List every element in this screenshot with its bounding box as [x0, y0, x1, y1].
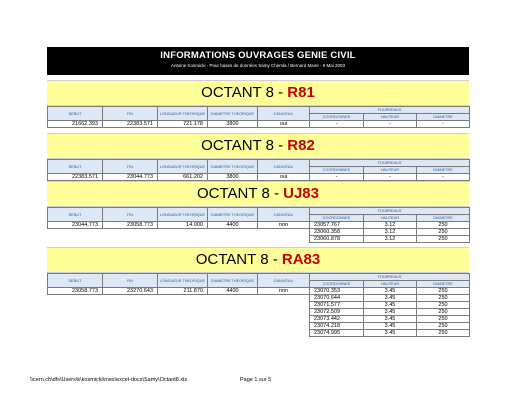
- cell-coordonnee: 23073.442: [310, 316, 364, 323]
- empty-cell: [208, 295, 258, 302]
- col-header-longueur: LONGUEUR THEORIQUE: [158, 160, 208, 174]
- footer-path: \\cern.ch\dfs\Users\k\kosmicki\mes\excel-docs\Samy\Octant8.xls: [30, 377, 188, 383]
- cell-fin: 23270.643: [103, 288, 158, 295]
- section-prefix: OCTANT 8 -: [201, 137, 288, 154]
- cell-caniveau: non: [258, 222, 310, 229]
- document-subtitle: Antoine Kosmicki - Pour bases de données Samy Chemla / Bernard Maire - 9 Mai 2003: [170, 63, 346, 68]
- empty-cell: [158, 323, 208, 330]
- empty-cell: [48, 323, 103, 330]
- cell-diametre-theorique: 3800: [208, 174, 258, 181]
- col-header-diametre: DIAMETRE: [417, 114, 470, 121]
- col-header-fin: FIN: [103, 274, 158, 288]
- section-prefix: OCTANT 8 -: [195, 251, 282, 268]
- col-header-diametre: DIAMETRE: [417, 281, 470, 288]
- section-code: RA83: [281, 251, 321, 268]
- cell-debut: 21662.393: [48, 121, 103, 128]
- section-prefix: OCTANT 8 -: [201, 84, 288, 101]
- cell-diametre: 250: [417, 229, 470, 236]
- table-row: [48, 222, 470, 229]
- empty-cell: [158, 236, 208, 243]
- section-banner: [47, 80, 469, 106]
- cell-coordonnee: 23070.644: [310, 295, 364, 302]
- col-header-fin: FIN: [103, 160, 158, 174]
- table-row: [48, 323, 470, 330]
- cell-diametre-theorique: 4400: [208, 222, 258, 229]
- col-header-hauteur: HAUTEUR: [364, 281, 417, 288]
- cell-coordonnee: 23057.767: [310, 222, 364, 229]
- table-row: [48, 174, 470, 181]
- section-table: [47, 159, 470, 181]
- cell-caniveau: oui: [258, 174, 310, 181]
- empty-cell: [258, 236, 310, 243]
- cell-diametre: 250: [417, 222, 470, 229]
- empty-cell: [258, 309, 310, 316]
- cell-hauteur: 3.12: [364, 222, 417, 229]
- cell-diametre: 250: [417, 330, 470, 337]
- table-row: [48, 316, 470, 323]
- section-r81: [47, 80, 469, 128]
- cell-hauteur: 3.45: [364, 316, 417, 323]
- cell-diametre-theorique: 4400: [208, 288, 258, 295]
- table-row: [48, 330, 470, 337]
- cell-diametre: -: [417, 121, 470, 128]
- cell-hauteur: -: [364, 174, 417, 181]
- cell-hauteur: 3.12: [364, 229, 417, 236]
- document-title: INFORMATIONS OUVRAGES GENIE CIVIL: [160, 50, 356, 61]
- cell-coordonnee: 23060.878: [310, 236, 364, 243]
- cell-coordonnee: 23070.353: [310, 288, 364, 295]
- empty-cell: [103, 229, 158, 236]
- empty-cell: [258, 229, 310, 236]
- empty-cell: [48, 236, 103, 243]
- col-header-coordonnee: COORDONNEE: [310, 215, 364, 222]
- cell-caniveau: non: [258, 288, 310, 295]
- section-r82: [47, 133, 469, 181]
- empty-cell: [258, 330, 310, 337]
- col-header-coordonnee: COORDONNEE: [310, 167, 364, 174]
- cell-debut: 23044.773: [48, 222, 103, 229]
- empty-cell: [158, 330, 208, 337]
- col-header-diametre: DIAMETRE: [417, 215, 470, 222]
- cell-fin: 23058.773: [103, 222, 158, 229]
- empty-cell: [258, 295, 310, 302]
- col-header-fourreaux: FOURREAUX: [310, 274, 470, 281]
- cell-hauteur: 3.45: [364, 330, 417, 337]
- cell-diametre: 250: [417, 323, 470, 330]
- cell-diametre-theorique: 3800: [208, 121, 258, 128]
- col-header-coordonnee: COORDONNEE: [310, 114, 364, 121]
- col-header-longueur: LONGUEUR THEORIQUE: [158, 208, 208, 222]
- empty-cell: [158, 302, 208, 309]
- cell-coordonnee: 23074.218: [310, 323, 364, 330]
- empty-cell: [158, 316, 208, 323]
- table-row: [48, 295, 470, 302]
- empty-cell: [103, 309, 158, 316]
- cell-diametre: -: [417, 174, 470, 181]
- empty-cell: [48, 309, 103, 316]
- empty-cell: [103, 323, 158, 330]
- empty-cell: [103, 316, 158, 323]
- col-header-hauteur: HAUTEUR: [364, 215, 417, 222]
- col-header-coordonnee: COORDONNEE: [310, 281, 364, 288]
- cell-diametre: 250: [417, 309, 470, 316]
- table-row: [48, 288, 470, 295]
- empty-cell: [258, 302, 310, 309]
- empty-cell: [103, 236, 158, 243]
- empty-cell: [208, 316, 258, 323]
- empty-cell: [103, 302, 158, 309]
- cell-fin: 23044.773: [103, 174, 158, 181]
- cell-hauteur: 3.45: [364, 295, 417, 302]
- section-table: [47, 207, 470, 243]
- col-header-fin: FIN: [103, 208, 158, 222]
- cell-longueur: 14.000: [158, 222, 208, 229]
- cell-hauteur: 3.45: [364, 302, 417, 309]
- col-header-hauteur: HAUTEUR: [364, 167, 417, 174]
- empty-cell: [208, 330, 258, 337]
- col-header-longueur: LONGUEUR THEORIQUE: [158, 107, 208, 121]
- col-header-debut: DEBUT: [48, 160, 103, 174]
- section-banner: [47, 247, 469, 273]
- col-header-diametre-theorique: DIAMETRE THEORIQUE: [208, 274, 258, 288]
- cell-hauteur: 3.45: [364, 323, 417, 330]
- empty-cell: [48, 295, 103, 302]
- col-header-debut: DEBUT: [48, 274, 103, 288]
- cell-longueur: 661.202: [158, 174, 208, 181]
- table-row: [48, 229, 470, 236]
- empty-cell: [208, 309, 258, 316]
- col-header-caniveau: CANIVEAU: [258, 160, 310, 174]
- footer-page: Page 1 sur 5: [240, 377, 272, 383]
- empty-cell: [258, 323, 310, 330]
- cell-coordonnee: 23071.577: [310, 302, 364, 309]
- cell-diametre: 250: [417, 295, 470, 302]
- empty-cell: [48, 316, 103, 323]
- col-header-fin: FIN: [103, 107, 158, 121]
- col-header-diametre-theorique: DIAMETRE THEORIQUE: [208, 107, 258, 121]
- col-header-hauteur: HAUTEUR: [364, 114, 417, 121]
- empty-cell: [48, 330, 103, 337]
- cell-coordonnee: -: [310, 121, 364, 128]
- empty-cell: [48, 302, 103, 309]
- col-header-diametre: DIAMETRE: [417, 167, 470, 174]
- cell-fin: 22383.571: [103, 121, 158, 128]
- cell-longueur: 721.178: [158, 121, 208, 128]
- col-header-caniveau: CANIVEAU: [258, 274, 310, 288]
- col-header-debut: DEBUT: [48, 208, 103, 222]
- section-code: UJ83: [283, 185, 319, 202]
- document-header: [47, 47, 469, 75]
- table-row: [48, 309, 470, 316]
- section-prefix: OCTANT 8 -: [197, 185, 284, 202]
- cell-coordonnee: 23072.509: [310, 309, 364, 316]
- col-header-caniveau: CANIVEAU: [258, 208, 310, 222]
- cell-caniveau: oui: [258, 121, 310, 128]
- cell-coordonnee: 23074.995: [310, 330, 364, 337]
- section-code: R82: [287, 137, 315, 154]
- cell-hauteur: 3.45: [364, 288, 417, 295]
- cell-hauteur: 3.45: [364, 309, 417, 316]
- cell-debut: 23058.773: [48, 288, 103, 295]
- col-header-fourreaux: FOURREAUX: [310, 160, 470, 167]
- cell-coordonnee: -: [310, 174, 364, 181]
- col-header-fourreaux: FOURREAUX: [310, 107, 470, 114]
- col-header-debut: DEBUT: [48, 107, 103, 121]
- col-header-diametre-theorique: DIAMETRE THEORIQUE: [208, 160, 258, 174]
- col-header-caniveau: CANIVEAU: [258, 107, 310, 121]
- section-uj83: [47, 181, 469, 243]
- empty-cell: [258, 316, 310, 323]
- table-row: [48, 302, 470, 309]
- empty-cell: [158, 295, 208, 302]
- cell-longueur: 211.870: [158, 288, 208, 295]
- col-header-diametre-theorique: DIAMETRE THEORIQUE: [208, 208, 258, 222]
- section-ra83: [47, 247, 469, 337]
- section-code: R81: [287, 84, 315, 101]
- cell-diametre: 250: [417, 302, 470, 309]
- table-row: [48, 236, 470, 243]
- cell-debut: 22383.571: [48, 174, 103, 181]
- section-banner: [47, 181, 469, 207]
- cell-hauteur: 3.12: [364, 236, 417, 243]
- cell-diametre: 250: [417, 288, 470, 295]
- cell-coordonnee: 23060.358: [310, 229, 364, 236]
- cell-diametre: 250: [417, 316, 470, 323]
- col-header-fourreaux: FOURREAUX: [310, 208, 470, 215]
- empty-cell: [208, 229, 258, 236]
- section-banner: [47, 133, 469, 159]
- section-table: [47, 273, 470, 337]
- empty-cell: [208, 302, 258, 309]
- empty-cell: [208, 323, 258, 330]
- empty-cell: [208, 236, 258, 243]
- col-header-longueur: LONGUEUR THEORIQUE: [158, 274, 208, 288]
- cell-hauteur: -: [364, 121, 417, 128]
- empty-cell: [158, 229, 208, 236]
- section-table: [47, 106, 470, 128]
- empty-cell: [158, 309, 208, 316]
- table-row: [48, 121, 470, 128]
- cell-diametre: 250: [417, 236, 470, 243]
- empty-cell: [103, 330, 158, 337]
- empty-cell: [48, 229, 103, 236]
- empty-cell: [103, 295, 158, 302]
